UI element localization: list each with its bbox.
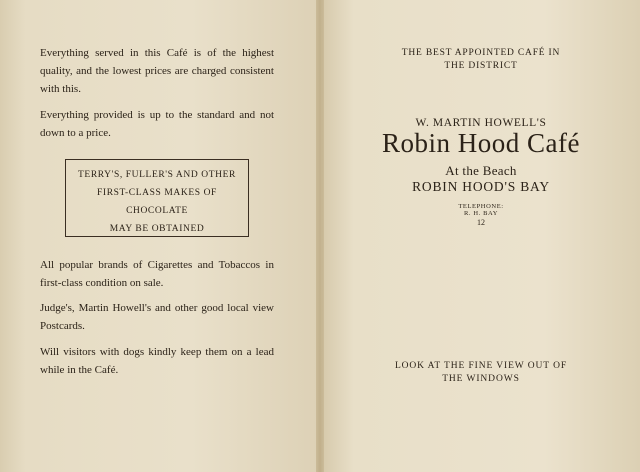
standard-paragraph: Everything provided is up to the standard and not down to a price. <box>40 109 274 139</box>
tagline-line-2: THE DISTRICT <box>444 61 518 71</box>
cafe-title: Robin Hood Café <box>382 128 580 158</box>
telephone-label: TELEPHONE: <box>458 203 504 210</box>
telephone-exchange: R. H. BAY <box>463 210 499 217</box>
chocolate-box-line-4: MAY BE OBTAINED <box>109 224 205 234</box>
location-text: At the Beach <box>445 163 517 178</box>
chocolate-notice-box <box>65 159 249 237</box>
chocolate-box-line-1: TERRY'S, FULLER'S AND OTHER <box>78 170 236 180</box>
chocolate-box-line-2: FIRST-CLASS MAKES OF <box>97 188 217 198</box>
dogs-paragraph: Will visitors with dogs kindly keep them on a lead while in the Café. <box>40 346 274 376</box>
proprietor-name: W. MARTIN HOWELL'S <box>415 117 547 129</box>
town-name: ROBIN HOOD'S BAY <box>412 179 550 194</box>
quality-paragraph: Everything served in this Café is of the highest quality, and the lowest prices are charged consistent with this. <box>40 47 274 95</box>
cigarettes-paragraph: All popular brands of Cigarettes and Tobaccos in first-class condition on sale. <box>40 259 274 289</box>
chocolate-box-line-3: CHOCOLATE <box>126 206 188 216</box>
postcards-paragraph: Judge's, Martin Howell's and other good local view Postcards. <box>40 302 274 332</box>
telephone-number: 12 <box>477 218 485 227</box>
tagline-line-1: THE BEST APPOINTED CAFÉ IN <box>401 48 561 58</box>
view-line-2: THE WINDOWS <box>442 374 520 384</box>
view-line-1: LOOK AT THE FINE VIEW OUT OF <box>394 361 568 371</box>
